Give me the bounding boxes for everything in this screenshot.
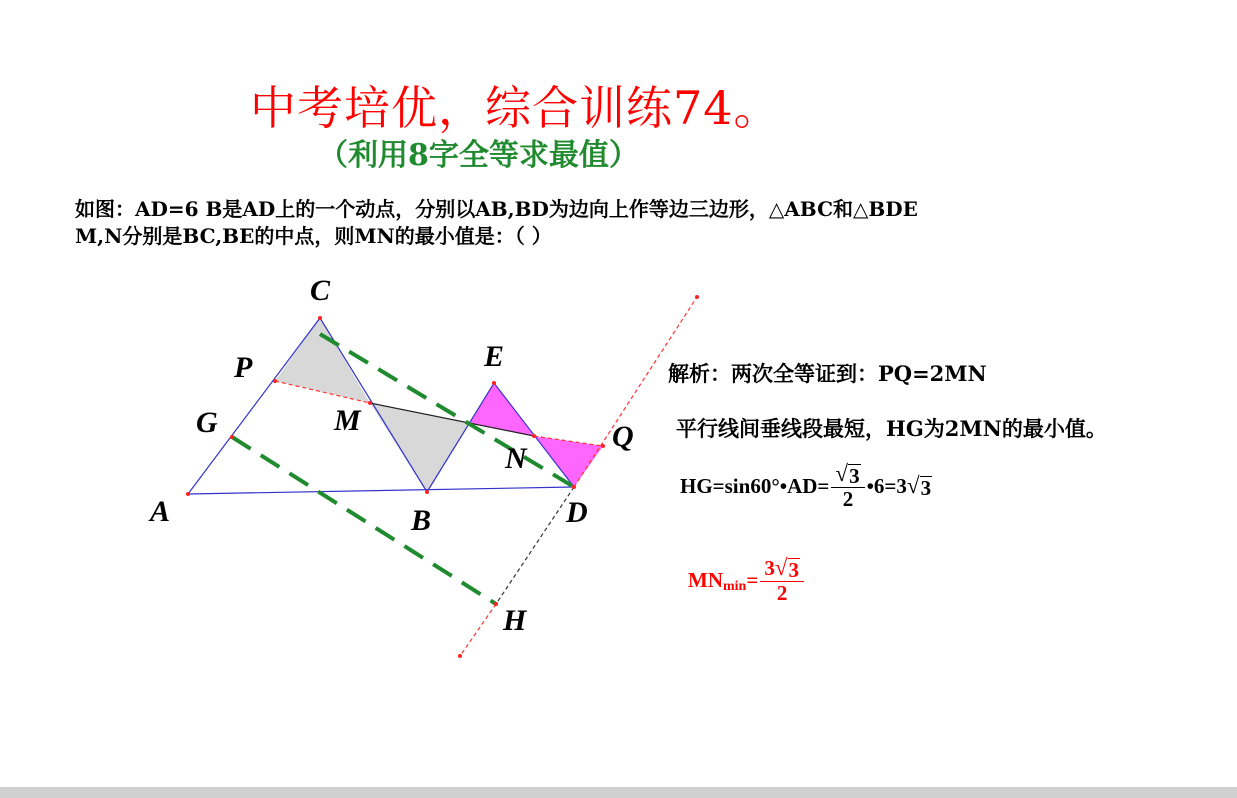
point-m bbox=[368, 401, 372, 405]
formula-hg bbox=[680, 462, 932, 510]
label-e: E bbox=[484, 340, 505, 373]
label-g: G bbox=[196, 406, 218, 439]
formula-mn-lhs: MN bbox=[688, 567, 723, 592]
bottom-scrollbar-track bbox=[0, 787, 1237, 798]
point-d bbox=[572, 485, 576, 489]
formula-mn-fraction bbox=[760, 556, 804, 604]
point-b bbox=[425, 490, 429, 494]
point-p bbox=[273, 379, 277, 383]
page-title: 中考培优，综合训练74。 bbox=[250, 81, 781, 135]
page-subtitle: （利用8字全等求最值） bbox=[318, 138, 639, 173]
vertex-points bbox=[186, 295, 699, 658]
label-c: C bbox=[310, 274, 331, 307]
label-h: H bbox=[503, 604, 527, 637]
sqrt-3: √ 3 bbox=[835, 460, 860, 488]
black-dashed-dh bbox=[496, 487, 574, 604]
formula-hg-fraction bbox=[831, 462, 864, 510]
point-g bbox=[230, 435, 234, 439]
point-line-bottom bbox=[458, 654, 462, 658]
sqrt-radicand-end: 3 bbox=[920, 475, 932, 500]
fraction-denominator: 2 bbox=[842, 487, 854, 512]
mn-sqrt-3: √ 3 bbox=[774, 554, 799, 582]
formula-hg-lhs: HG=sin60°•AD= bbox=[680, 473, 830, 498]
solution-line-1: 解析：两次全等证到：PQ=2MN bbox=[668, 361, 987, 386]
mn-fraction-denominator: 2 bbox=[776, 581, 788, 606]
sqrt-radicand: 3 bbox=[849, 464, 860, 488]
formula-hg-mid: •6=3 bbox=[866, 473, 907, 498]
formula-mn-eq: = bbox=[746, 567, 759, 592]
label-m: M bbox=[334, 404, 361, 437]
problem-line-2: M,N分别是BC,BE的中点，则MN的最小值是：（ ） bbox=[75, 224, 552, 248]
label-d: D bbox=[566, 496, 588, 529]
point-h bbox=[494, 602, 498, 606]
point-q bbox=[601, 444, 605, 448]
point-c bbox=[318, 316, 322, 320]
green-dashed-line-gh bbox=[232, 437, 496, 604]
red-dashed-h-extension bbox=[460, 604, 496, 656]
problem-line-1: 如图：AD=6 B是AD上的一个动点，分别以AB,BD为边向上作等边三边形，△ABC和△BDE bbox=[75, 197, 918, 221]
segment-ad bbox=[188, 487, 574, 494]
point-n bbox=[532, 434, 536, 438]
point-e bbox=[492, 381, 496, 385]
shaded-triangle-cpm bbox=[275, 318, 370, 403]
label-n: N bbox=[505, 442, 527, 475]
sqrt-3-end: √ 3 bbox=[906, 471, 932, 500]
solution-line-2: 平行线间垂线段最短，HG为2MN的最小值。 bbox=[676, 416, 1107, 441]
label-p: P bbox=[234, 351, 253, 384]
label-a: A bbox=[150, 495, 171, 528]
label-b: B bbox=[411, 504, 432, 537]
formula-mn-sub: min bbox=[723, 579, 747, 595]
label-q: Q bbox=[612, 420, 634, 453]
formula-mn-min bbox=[688, 556, 806, 604]
mn-num-coef: 3 bbox=[764, 556, 775, 580]
mn-sqrt-radicand: 3 bbox=[788, 558, 799, 582]
point-line-top bbox=[695, 295, 699, 299]
point-a bbox=[186, 492, 190, 496]
